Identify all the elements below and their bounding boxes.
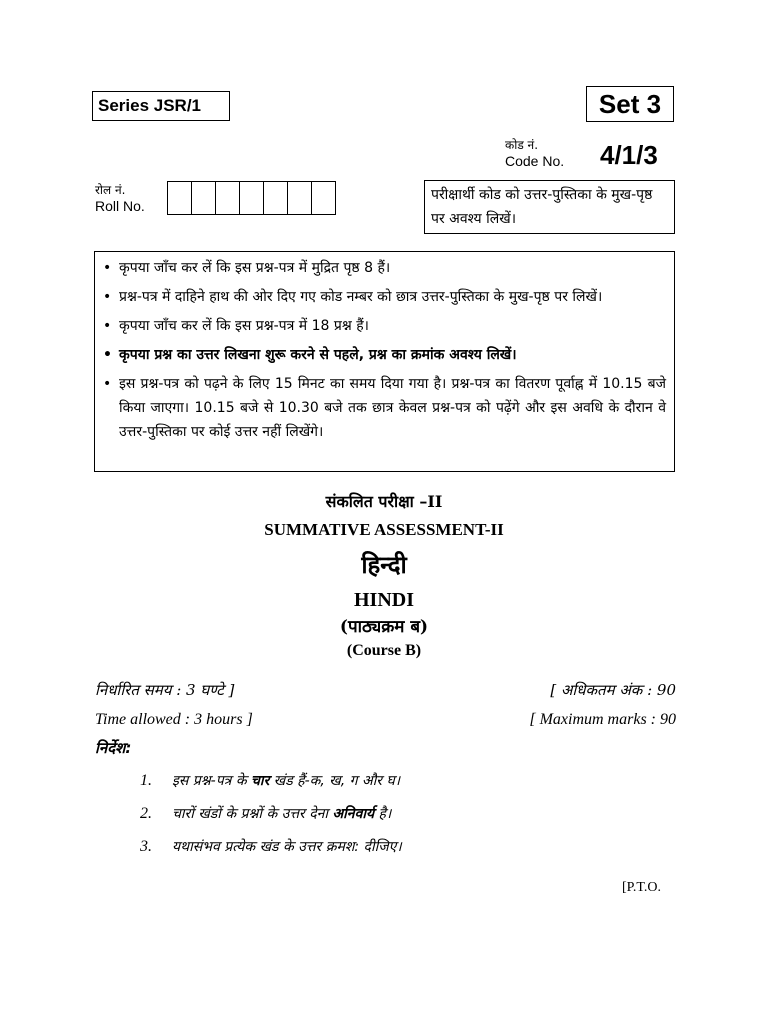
exam-title-hindi: संकलित परीक्षा –II bbox=[325, 492, 443, 511]
direction-item bbox=[140, 803, 391, 825]
instruction-item: • कृपया जाँच कर लें कि इस प्रश्न-पत्र में 18 प्रश्न हैं। bbox=[103, 314, 666, 338]
directions-heading: निर्देश: bbox=[95, 739, 132, 757]
direction-emphasis: चार bbox=[251, 773, 270, 789]
roll-number-boxes bbox=[167, 181, 336, 215]
roll-number-cell[interactable] bbox=[215, 181, 240, 215]
roll-number-cell[interactable] bbox=[167, 181, 192, 215]
instruction-item: • इस प्रश्न-पत्र को पढ़ने के लिए 15 मिनट का समय दिया गया है। प्रश्न-पत्र का वितरण पूर्वाह्न में 10.15 बजे किया जाएगा। 10.15 बजे से 10.30 बजे तक छात्र केवल प्रश्न-पत्र को पढ़ेंगे और इस अवधि के दौरान वे उत्तर-पुस्तिका पर कोई उत्तर नहीं लिखेंगे। bbox=[103, 372, 666, 444]
subject-english: HINDI bbox=[353, 589, 414, 611]
direction-text: खंड हैं-क, ख, ग और घ। bbox=[269, 773, 401, 789]
roll-number-cell[interactable] bbox=[263, 181, 288, 215]
code-label-hindi: कोड नं. bbox=[505, 138, 539, 152]
direction-number: 3. bbox=[140, 838, 152, 855]
subject-hindi: हिन्दी bbox=[361, 550, 407, 579]
series-label: Series JSR/1 bbox=[92, 91, 230, 121]
direction-emphasis: अनिवार्य bbox=[332, 806, 375, 822]
direction-number: 1. bbox=[140, 772, 152, 789]
time-allowed-english: Time allowed : 3 hours ] bbox=[95, 711, 253, 728]
roll-label bbox=[95, 182, 145, 214]
code-label-english: Code No. bbox=[505, 153, 565, 169]
code-number: 4/1/3 bbox=[600, 140, 658, 170]
direction-item bbox=[140, 770, 400, 792]
direction-number: 2. bbox=[140, 805, 152, 822]
roll-label-english: Roll No. bbox=[95, 198, 145, 214]
roll-number-cell[interactable] bbox=[311, 181, 336, 215]
instruction-item: • प्रश्न-पत्र में दाहिने हाथ की ओर दिए गए कोड नम्बर को छात्र उत्तर-पुस्तिका के मुख-पृष्ठ पर लिखें। bbox=[103, 285, 666, 309]
direction-text: यथासंभव प्रत्येक खंड के उत्तर क्रमश: दीजिए। bbox=[172, 839, 402, 855]
pto-label: [P.T.O. bbox=[622, 880, 662, 895]
direction-text: है। bbox=[374, 806, 392, 822]
candidate-code-note: परीक्षार्थी कोड को उत्तर-पुस्तिका के मुख-पृष्ठ पर अवश्य लिखें। bbox=[424, 180, 675, 234]
course-hindi: (पाठ्यक्रम ब) bbox=[339, 617, 429, 637]
course-english: (Course B) bbox=[346, 642, 422, 659]
direction-text: इस प्रश्न-पत्र के bbox=[172, 773, 252, 789]
direction-text: चारों खंडों के प्रश्नों के उत्तर देना bbox=[172, 806, 333, 822]
roll-number-cell[interactable] bbox=[191, 181, 216, 215]
roll-label-hindi: रोल नं. bbox=[95, 183, 126, 197]
roll-number-cell[interactable] bbox=[239, 181, 264, 215]
instruction-item: • कृपया जाँच कर लें कि इस प्रश्न-पत्र में मुद्रित पृष्ठ 8 हैं। bbox=[103, 256, 666, 280]
instruction-item: • कृपया प्रश्न का उत्तर लिखना शुरू करने से पहले, प्रश्न का क्रमांक अवश्य लिखें। bbox=[103, 343, 666, 367]
max-marks-hindi: [ अधिकतम अंक : 90 bbox=[550, 681, 676, 699]
instructions-box bbox=[94, 251, 675, 472]
code-label bbox=[505, 137, 564, 169]
time-allowed-hindi: निर्धारित समय : 3 घण्टे ] bbox=[95, 681, 235, 699]
exam-title-english: SUMMATIVE ASSESSMENT-II bbox=[264, 520, 504, 539]
max-marks-english: [ Maximum marks : 90 bbox=[529, 711, 676, 728]
direction-item bbox=[140, 836, 402, 858]
set-label: Set 3 bbox=[586, 86, 674, 122]
roll-number-cell[interactable] bbox=[287, 181, 312, 215]
